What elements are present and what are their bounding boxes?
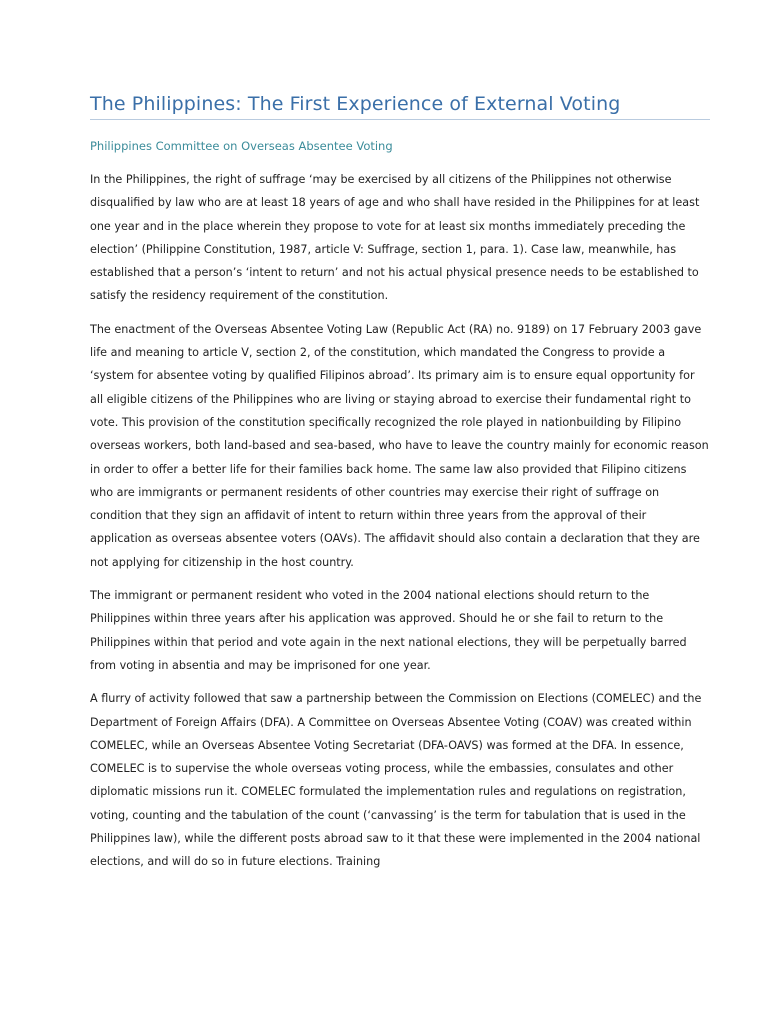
paragraph-immigrant-resident: The immigrant or permanent resident who voted in the 2004 national elections should return to the Philippines within three years after his application was approved. Should he or she fail to return to the Philippines within that period and vote again in the next national elections, they will be perpetually barred from voting in absentia and may be imprisoned for one year.	[90, 589, 687, 672]
title-divider	[90, 119, 710, 120]
paragraph-suffrage: In the Philippines, the right of suffrage ‘may be exercised by all citizens of the Philippines not otherwise disqualified by law who are at least 18 years of age and who shall have resided in the Philippines for at least one year and in the place wherein they propose to vote for at least six months immediately preceding the election’ (Philippine Constitution, 1987, article V: Suffrage, section 1, para. 1). Case law, meanwhile, has established that a person’s ‘intent to return’ and not his actual physical presence needs to be established to satisfy the residency requirement of the constitution.	[90, 173, 700, 303]
paragraph-absentee-voting-law: The enactment of the Overseas Absentee Voting Law (Republic Act (RA) no. 9189) on 17 February 2003 gave life and meaning to article V, section 2, of the constitution, which mandated the Congress to provide a ‘system for absentee voting by qualified Filipinos abroad’. Its primary aim is to ensure equal opportunity for all eligible citizens of the Philippines who are living or staying abroad to exercise their fundamental right to vote. This provision of the constitution specifically recognized the role played in nationbuilding by Filipino overseas workers, both land-based and sea-based, who have to leave the country mainly for economic reason in order to offer a better life for their families back home. The same law also provided that Filipino citizens who are immigrants or permanent residents of other countries may exercise their right of suffrage on condition that they sign an affidavit of intent to return within three years from the approval of their application as overseas absentee voters (OAVs). The affidavit should also contain a declaration that they are not applying for citizenship in the host country.	[90, 322, 709, 569]
section-heading: Philippines Committee on Overseas Absentee Voting	[90, 139, 393, 153]
document-title: The Philippines: The First Experience of External Voting	[90, 93, 621, 115]
document-page	[90, 90, 710, 884]
paragraph-comelec-dfa: A flurry of activity followed that saw a partnership between the Commission on Elections (COMELEC) and the Department of Foreign Affairs (DFA). A Committee on Overseas Absentee Voting (COAV) was created within COMELEC, while an Overseas Absentee Voting Secretariat (DFA-OAVS) was formed at the DFA. In essence, COMELEC is to supervise the whole overseas voting process, while the embassies, consulates and other diplomatic missions run it. COMELEC formulated the implementation rules and regulations on registration, voting, counting and the tabulation of the count (‘canvassing’ is the term for tabulation that is used in the Philippines law), while the different posts abroad saw to it that these were implemented in the 2004 national elections, and will do so in future elections. Training	[90, 692, 702, 869]
